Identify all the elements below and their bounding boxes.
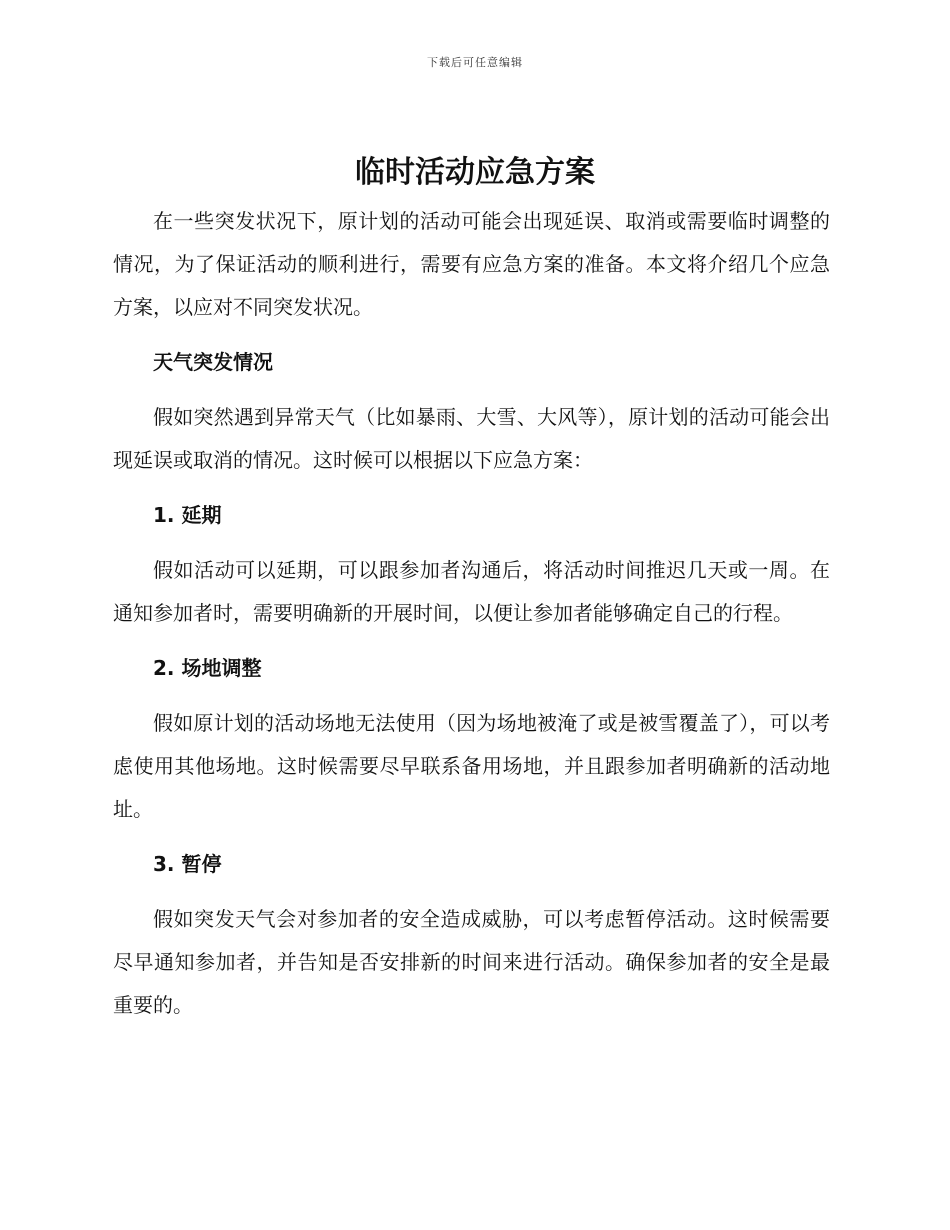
section-heading-weather: 天气突发情况 — [153, 350, 273, 374]
weather-paragraph: 假如突然遇到异常天气（比如暴雨、大雪、大风等），原计划的活动可能会出现延误或取消的情况。这时候可以根据以下应急方案： — [113, 405, 830, 472]
intro-paragraph: 在一些突发状况下，原计划的活动可能会出现延误、取消或需要临时调整的情况，为了保证活动的顺利进行，需要有应急方案的准备。本文将介绍几个应急方案，以应对不同突发状况。 — [113, 209, 830, 319]
pause-paragraph: 假如突发天气会对参加者的安全造成威胁，可以考虑暂停活动。这时候需要尽早通知参加者，并告知是否安排新的时间来进行活动。确保参加者的安全是最重要的。 — [113, 907, 830, 1017]
item-heading-postpone: 1. 延期 — [153, 503, 222, 527]
document-body — [113, 200, 830, 1027]
header-note: 下载后可任意编辑 — [427, 56, 523, 69]
document-title: 临时活动应急方案 — [355, 155, 595, 190]
item-heading-pause: 3. 暂停 — [153, 852, 222, 876]
venue-paragraph: 假如原计划的活动场地无法使用（因为场地被淹了或是被雪覆盖了），可以考虑使用其他场地。这时候需要尽早联系备用场地，并且跟参加者明确新的活动地址。 — [113, 711, 830, 821]
postpone-paragraph: 假如活动可以延期，可以跟参加者沟通后，将活动时间推迟几天或一周。在通知参加者时，需要明确新的开展时间，以便让参加者能够确定自己的行程。 — [113, 558, 830, 625]
item-heading-venue: 2. 场地调整 — [153, 656, 262, 680]
